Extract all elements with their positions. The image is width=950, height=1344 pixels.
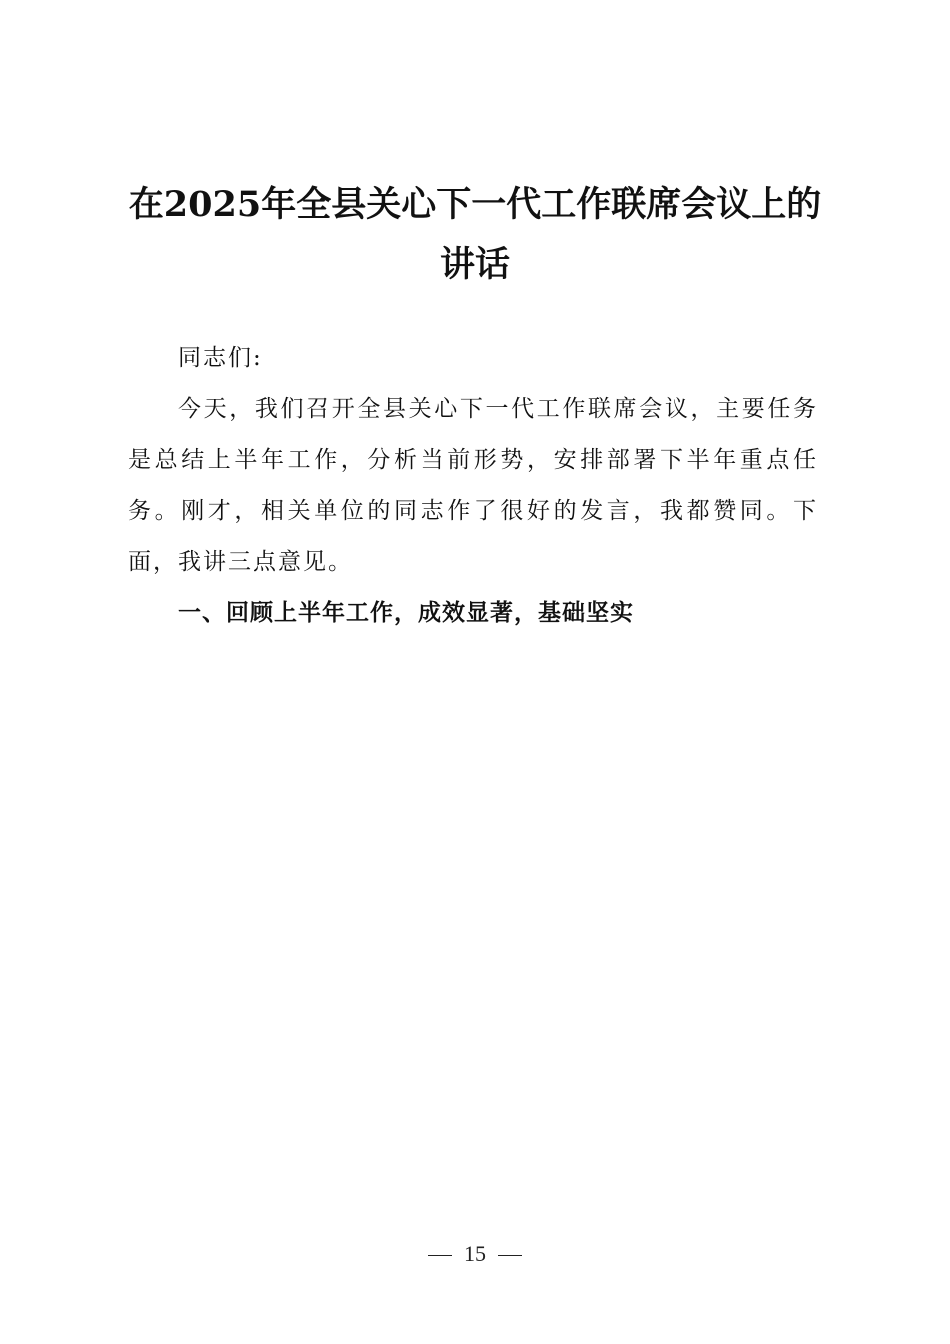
- page-footer: [0, 1240, 950, 1268]
- footer-dash-right: [498, 1255, 522, 1256]
- salutation: 同志们:: [178, 345, 263, 371]
- title-line-2: 讲话: [439, 244, 510, 285]
- title-line-1: 在2025年全县关心下一代工作联席会议上的: [128, 184, 822, 225]
- document-body: [128, 333, 818, 639]
- document-title: [120, 175, 830, 295]
- body-paragraph: 今天，我们召开全县关心下一代工作联席会议，主要任务是总结上半年工作，分析当前形势，安排部署下半年重点任务。刚才，相关单位的同志作了很好的发言，我都赞同。下面，我讲三点意见。: [128, 396, 818, 575]
- section-heading: 一、回顾上半年工作，成效显著，基础坚实: [178, 600, 634, 626]
- footer-dash-left: [428, 1255, 452, 1256]
- page-number: 15: [464, 1241, 486, 1266]
